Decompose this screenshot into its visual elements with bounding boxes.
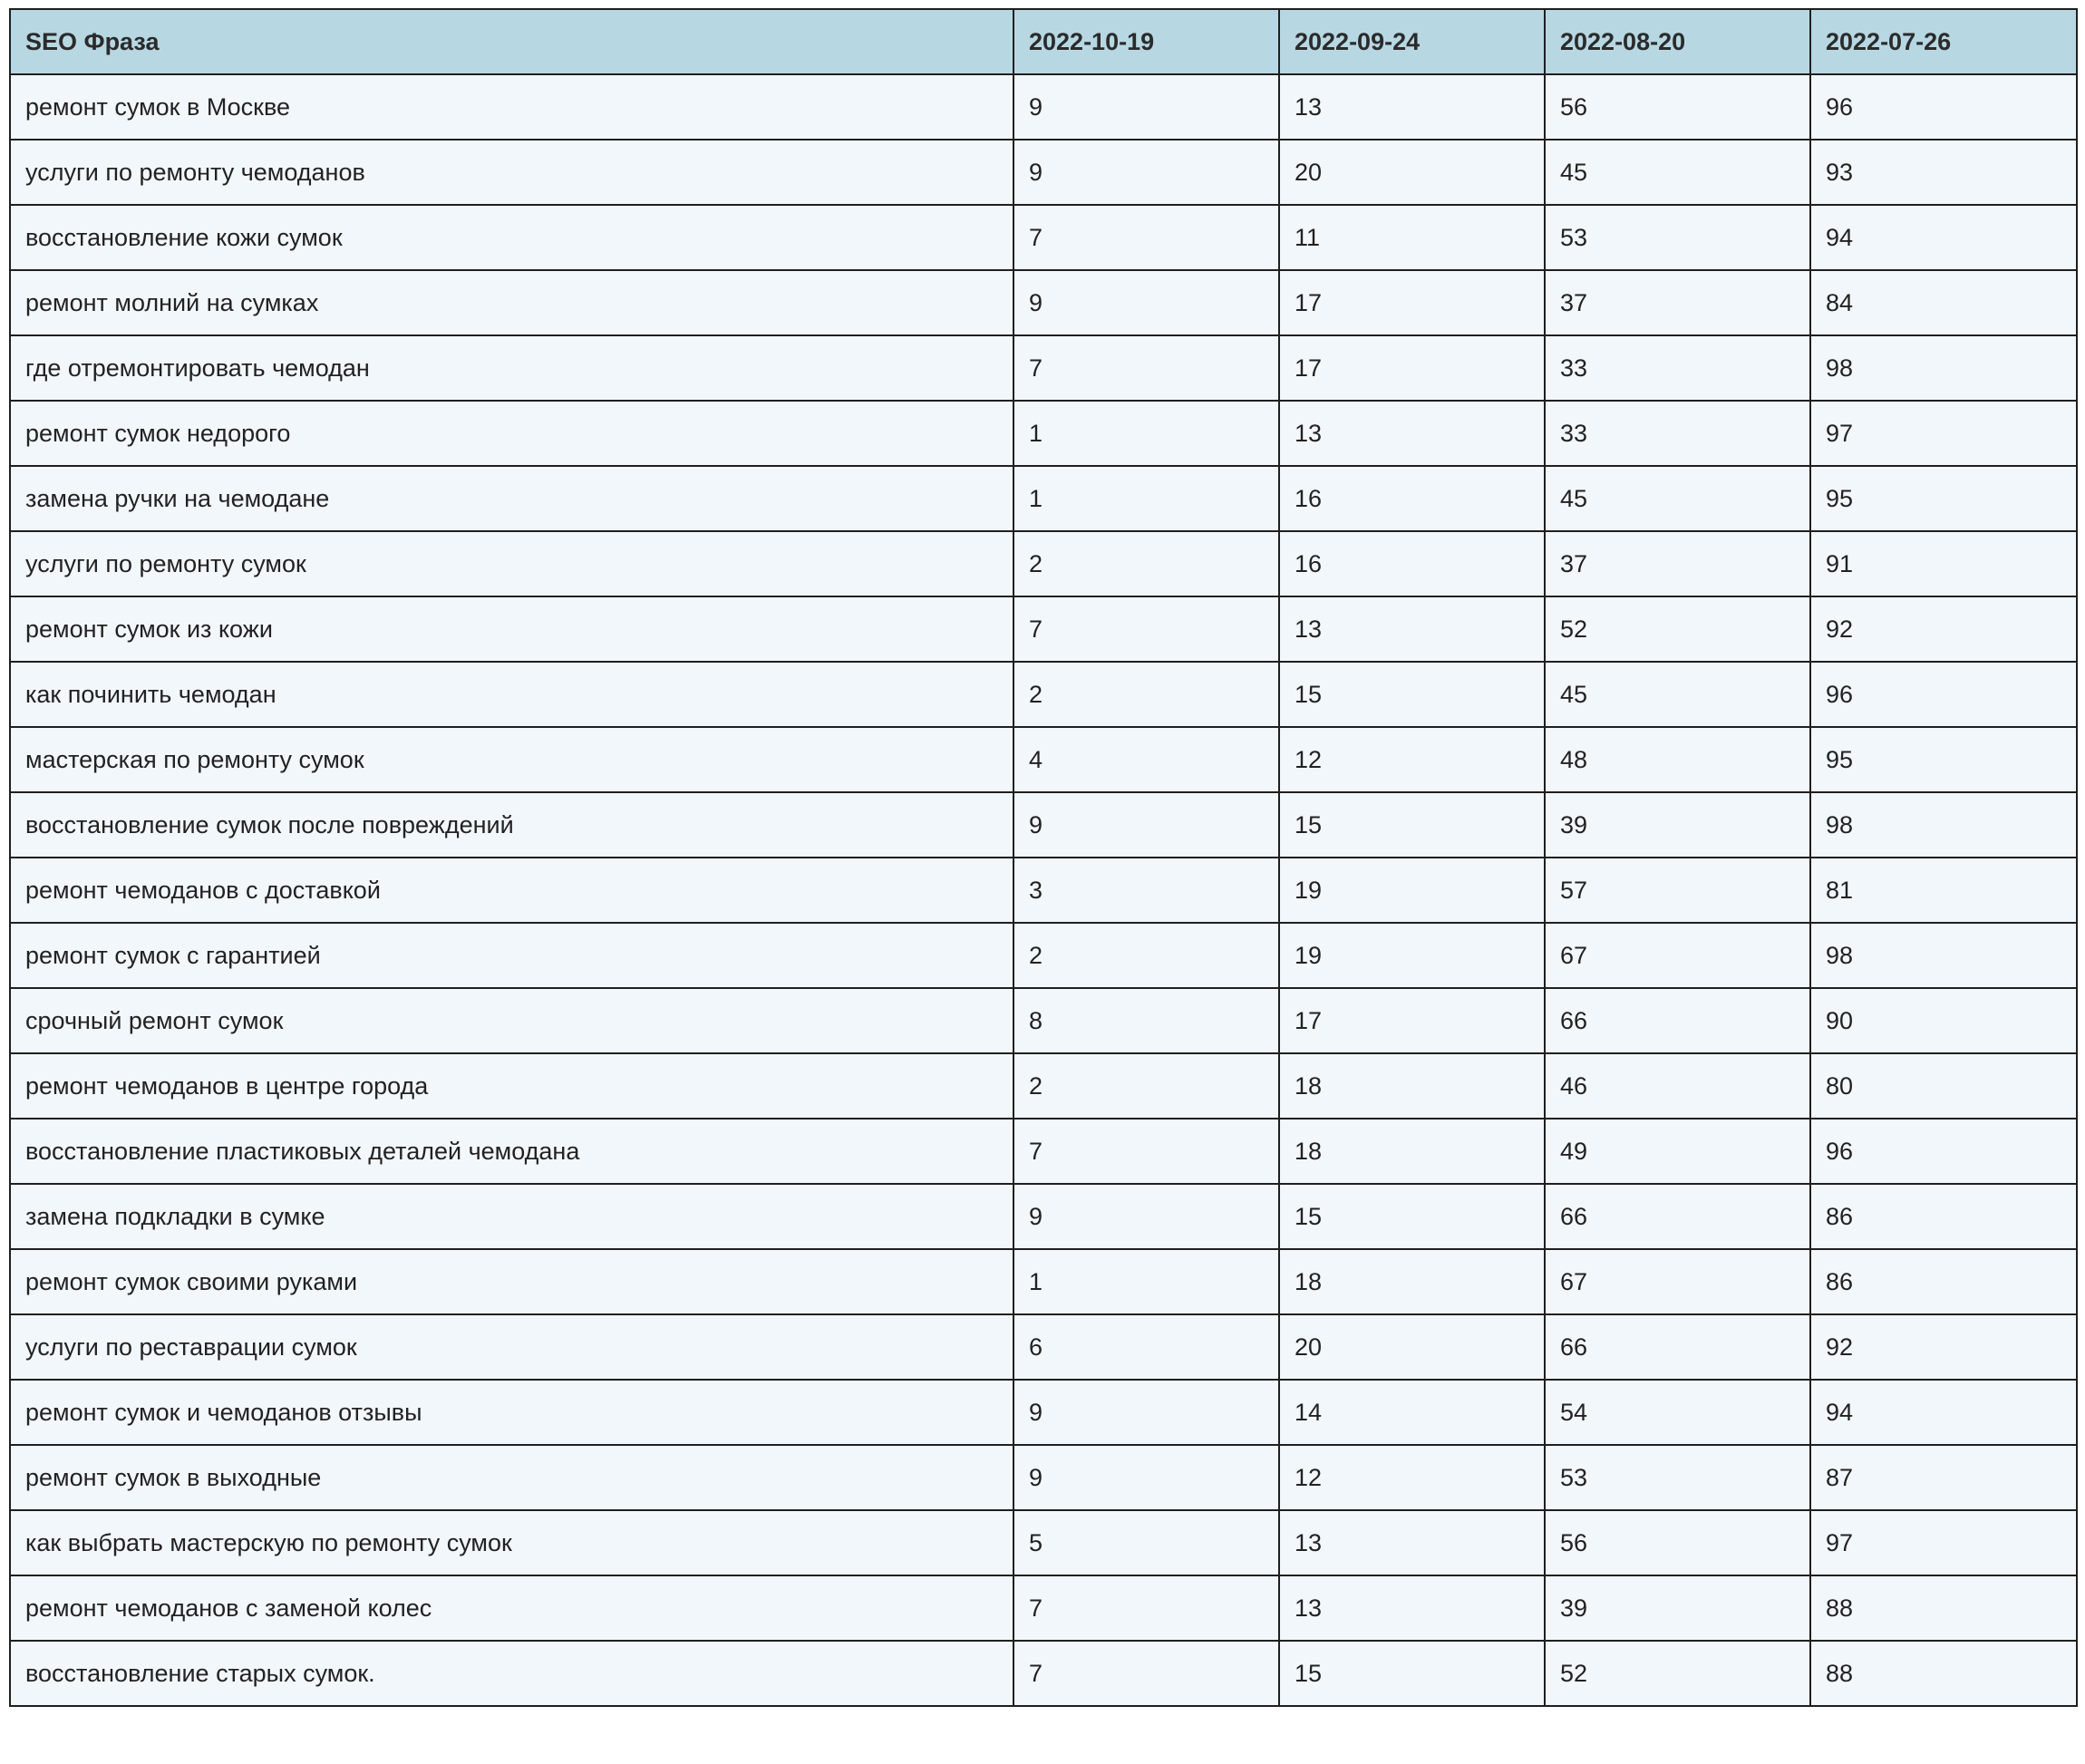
cell-position-2022-09-24: 15 xyxy=(1279,1641,1545,1706)
cell-position-2022-08-20: 33 xyxy=(1545,335,1810,401)
cell-seo-phrase: восстановление старых сумок. xyxy=(10,1641,1013,1706)
cell-seo-phrase: восстановление пластиковых деталей чемодана xyxy=(10,1119,1013,1184)
cell-position-2022-10-19: 7 xyxy=(1013,1641,1279,1706)
cell-position-2022-08-20: 46 xyxy=(1545,1053,1810,1119)
cell-position-2022-08-20: 39 xyxy=(1545,792,1810,858)
cell-position-2022-07-26: 86 xyxy=(1810,1184,2077,1249)
cell-position-2022-07-26: 95 xyxy=(1810,466,2077,531)
cell-position-2022-10-19: 7 xyxy=(1013,205,1279,270)
table-row xyxy=(10,923,2077,988)
table-header xyxy=(10,9,2077,74)
cell-position-2022-10-19: 2 xyxy=(1013,662,1279,727)
cell-position-2022-10-19: 1 xyxy=(1013,466,1279,531)
cell-position-2022-07-26: 86 xyxy=(1810,1249,2077,1314)
cell-position-2022-10-19: 2 xyxy=(1013,923,1279,988)
cell-position-2022-07-26: 84 xyxy=(1810,270,2077,335)
column-header-seo-phrase: SEO Фраза xyxy=(10,9,1013,74)
cell-position-2022-08-20: 67 xyxy=(1545,1249,1810,1314)
cell-position-2022-09-24: 13 xyxy=(1279,596,1545,662)
cell-position-2022-07-26: 90 xyxy=(1810,988,2077,1053)
cell-position-2022-10-19: 1 xyxy=(1013,1249,1279,1314)
cell-seo-phrase: ремонт молний на сумках xyxy=(10,270,1013,335)
cell-position-2022-08-20: 37 xyxy=(1545,531,1810,596)
table-row xyxy=(10,270,2077,335)
cell-position-2022-07-26: 92 xyxy=(1810,1314,2077,1380)
table-row xyxy=(10,727,2077,792)
cell-position-2022-08-20: 53 xyxy=(1545,1445,1810,1510)
cell-position-2022-08-20: 52 xyxy=(1545,596,1810,662)
cell-position-2022-08-20: 67 xyxy=(1545,923,1810,988)
column-header-date-3: 2022-08-20 xyxy=(1545,9,1810,74)
cell-position-2022-09-24: 16 xyxy=(1279,531,1545,596)
cell-position-2022-08-20: 56 xyxy=(1545,74,1810,140)
table-row xyxy=(10,466,2077,531)
cell-seo-phrase: срочный ремонт сумок xyxy=(10,988,1013,1053)
cell-position-2022-09-24: 17 xyxy=(1279,270,1545,335)
cell-position-2022-10-19: 2 xyxy=(1013,1053,1279,1119)
cell-position-2022-07-26: 94 xyxy=(1810,1380,2077,1445)
cell-position-2022-10-19: 8 xyxy=(1013,988,1279,1053)
table-row xyxy=(10,596,2077,662)
cell-seo-phrase: мастерская по ремонту сумок xyxy=(10,727,1013,792)
cell-position-2022-09-24: 12 xyxy=(1279,1445,1545,1510)
seo-table-container xyxy=(9,8,2076,1707)
cell-position-2022-07-26: 95 xyxy=(1810,727,2077,792)
cell-position-2022-09-24: 16 xyxy=(1279,466,1545,531)
cell-position-2022-09-24: 13 xyxy=(1279,401,1545,466)
table-row xyxy=(10,401,2077,466)
cell-position-2022-10-19: 7 xyxy=(1013,335,1279,401)
cell-position-2022-07-26: 97 xyxy=(1810,1510,2077,1575)
cell-position-2022-09-24: 17 xyxy=(1279,335,1545,401)
cell-position-2022-10-19: 9 xyxy=(1013,1445,1279,1510)
cell-position-2022-09-24: 15 xyxy=(1279,1184,1545,1249)
cell-position-2022-08-20: 37 xyxy=(1545,270,1810,335)
cell-position-2022-09-24: 13 xyxy=(1279,1575,1545,1641)
cell-position-2022-08-20: 66 xyxy=(1545,988,1810,1053)
cell-position-2022-08-20: 48 xyxy=(1545,727,1810,792)
cell-seo-phrase: ремонт сумок с гарантией xyxy=(10,923,1013,988)
cell-position-2022-10-19: 7 xyxy=(1013,596,1279,662)
cell-position-2022-09-24: 20 xyxy=(1279,1314,1545,1380)
cell-position-2022-09-24: 18 xyxy=(1279,1249,1545,1314)
cell-position-2022-09-24: 12 xyxy=(1279,727,1545,792)
cell-position-2022-07-26: 92 xyxy=(1810,596,2077,662)
table-body xyxy=(10,74,2077,1706)
cell-position-2022-10-19: 9 xyxy=(1013,1184,1279,1249)
cell-position-2022-10-19: 2 xyxy=(1013,531,1279,596)
table-row xyxy=(10,140,2077,205)
cell-position-2022-10-19: 9 xyxy=(1013,1380,1279,1445)
cell-position-2022-07-26: 96 xyxy=(1810,662,2077,727)
table-row xyxy=(10,1510,2077,1575)
cell-seo-phrase: ремонт сумок своими руками xyxy=(10,1249,1013,1314)
cell-position-2022-08-20: 57 xyxy=(1545,858,1810,923)
cell-position-2022-09-24: 18 xyxy=(1279,1053,1545,1119)
table-row xyxy=(10,74,2077,140)
cell-position-2022-09-24: 14 xyxy=(1279,1380,1545,1445)
cell-position-2022-08-20: 66 xyxy=(1545,1184,1810,1249)
cell-position-2022-07-26: 80 xyxy=(1810,1053,2077,1119)
cell-position-2022-10-19: 7 xyxy=(1013,1119,1279,1184)
table-row xyxy=(10,662,2077,727)
table-row xyxy=(10,1184,2077,1249)
cell-position-2022-09-24: 18 xyxy=(1279,1119,1545,1184)
cell-position-2022-10-19: 7 xyxy=(1013,1575,1279,1641)
cell-position-2022-07-26: 91 xyxy=(1810,531,2077,596)
table-row xyxy=(10,792,2077,858)
cell-seo-phrase: ремонт сумок недорого xyxy=(10,401,1013,466)
cell-seo-phrase: восстановление сумок после повреждений xyxy=(10,792,1013,858)
cell-position-2022-10-19: 5 xyxy=(1013,1510,1279,1575)
cell-position-2022-08-20: 39 xyxy=(1545,1575,1810,1641)
cell-position-2022-08-20: 45 xyxy=(1545,662,1810,727)
cell-position-2022-07-26: 81 xyxy=(1810,858,2077,923)
table-row xyxy=(10,1575,2077,1641)
table-row xyxy=(10,1119,2077,1184)
cell-seo-phrase: ремонт чемоданов в центре города xyxy=(10,1053,1013,1119)
cell-position-2022-08-20: 33 xyxy=(1545,401,1810,466)
cell-seo-phrase: как починить чемодан xyxy=(10,662,1013,727)
column-header-date-2: 2022-09-24 xyxy=(1279,9,1545,74)
cell-position-2022-07-26: 98 xyxy=(1810,923,2077,988)
cell-position-2022-07-26: 97 xyxy=(1810,401,2077,466)
cell-position-2022-09-24: 20 xyxy=(1279,140,1545,205)
cell-seo-phrase: восстановление кожи сумок xyxy=(10,205,1013,270)
header-row xyxy=(10,9,2077,74)
cell-seo-phrase: ремонт чемоданов с заменой колес xyxy=(10,1575,1013,1641)
cell-position-2022-09-24: 19 xyxy=(1279,923,1545,988)
table-row xyxy=(10,988,2077,1053)
cell-seo-phrase: ремонт сумок в выходные xyxy=(10,1445,1013,1510)
column-header-date-1: 2022-10-19 xyxy=(1013,9,1279,74)
cell-seo-phrase: услуги по ремонту чемоданов xyxy=(10,140,1013,205)
cell-position-2022-09-24: 11 xyxy=(1279,205,1545,270)
cell-position-2022-09-24: 13 xyxy=(1279,1510,1545,1575)
cell-position-2022-10-19: 4 xyxy=(1013,727,1279,792)
table-row xyxy=(10,1641,2077,1706)
cell-seo-phrase: замена подкладки в сумке xyxy=(10,1184,1013,1249)
cell-seo-phrase: замена ручки на чемодане xyxy=(10,466,1013,531)
cell-position-2022-08-20: 45 xyxy=(1545,466,1810,531)
cell-position-2022-08-20: 49 xyxy=(1545,1119,1810,1184)
table-row xyxy=(10,1249,2077,1314)
cell-position-2022-08-20: 54 xyxy=(1545,1380,1810,1445)
cell-position-2022-10-19: 6 xyxy=(1013,1314,1279,1380)
cell-seo-phrase: как выбрать мастерскую по ремонту сумок xyxy=(10,1510,1013,1575)
cell-position-2022-07-26: 94 xyxy=(1810,205,2077,270)
cell-position-2022-07-26: 98 xyxy=(1810,335,2077,401)
table-row xyxy=(10,1314,2077,1380)
cell-position-2022-10-19: 9 xyxy=(1013,140,1279,205)
cell-position-2022-07-26: 98 xyxy=(1810,792,2077,858)
cell-position-2022-10-19: 9 xyxy=(1013,792,1279,858)
table-row xyxy=(10,858,2077,923)
seo-positions-table xyxy=(9,8,2078,1707)
table-row xyxy=(10,1380,2077,1445)
cell-seo-phrase: ремонт сумок и чемоданов отзывы xyxy=(10,1380,1013,1445)
cell-position-2022-09-24: 13 xyxy=(1279,74,1545,140)
cell-seo-phrase: услуги по ремонту сумок xyxy=(10,531,1013,596)
cell-position-2022-07-26: 88 xyxy=(1810,1641,2077,1706)
column-header-date-4: 2022-07-26 xyxy=(1810,9,2077,74)
cell-position-2022-08-20: 56 xyxy=(1545,1510,1810,1575)
cell-position-2022-08-20: 53 xyxy=(1545,205,1810,270)
cell-seo-phrase: ремонт сумок из кожи xyxy=(10,596,1013,662)
cell-position-2022-09-24: 15 xyxy=(1279,792,1545,858)
cell-position-2022-09-24: 19 xyxy=(1279,858,1545,923)
cell-position-2022-10-19: 9 xyxy=(1013,270,1279,335)
cell-position-2022-07-26: 93 xyxy=(1810,140,2077,205)
cell-position-2022-08-20: 66 xyxy=(1545,1314,1810,1380)
cell-position-2022-10-19: 3 xyxy=(1013,858,1279,923)
cell-position-2022-09-24: 15 xyxy=(1279,662,1545,727)
table-row xyxy=(10,531,2077,596)
cell-seo-phrase: где отремонтировать чемодан xyxy=(10,335,1013,401)
cell-seo-phrase: ремонт чемоданов с доставкой xyxy=(10,858,1013,923)
cell-position-2022-08-20: 45 xyxy=(1545,140,1810,205)
cell-position-2022-07-26: 87 xyxy=(1810,1445,2077,1510)
cell-position-2022-08-20: 52 xyxy=(1545,1641,1810,1706)
cell-position-2022-09-24: 17 xyxy=(1279,988,1545,1053)
cell-position-2022-07-26: 96 xyxy=(1810,1119,2077,1184)
table-row xyxy=(10,1053,2077,1119)
cell-position-2022-07-26: 88 xyxy=(1810,1575,2077,1641)
table-row xyxy=(10,1445,2077,1510)
cell-seo-phrase: услуги по реставрации сумок xyxy=(10,1314,1013,1380)
cell-seo-phrase: ремонт сумок в Москве xyxy=(10,74,1013,140)
cell-position-2022-07-26: 96 xyxy=(1810,74,2077,140)
cell-position-2022-10-19: 1 xyxy=(1013,401,1279,466)
table-row xyxy=(10,335,2077,401)
table-row xyxy=(10,205,2077,270)
cell-position-2022-10-19: 9 xyxy=(1013,74,1279,140)
